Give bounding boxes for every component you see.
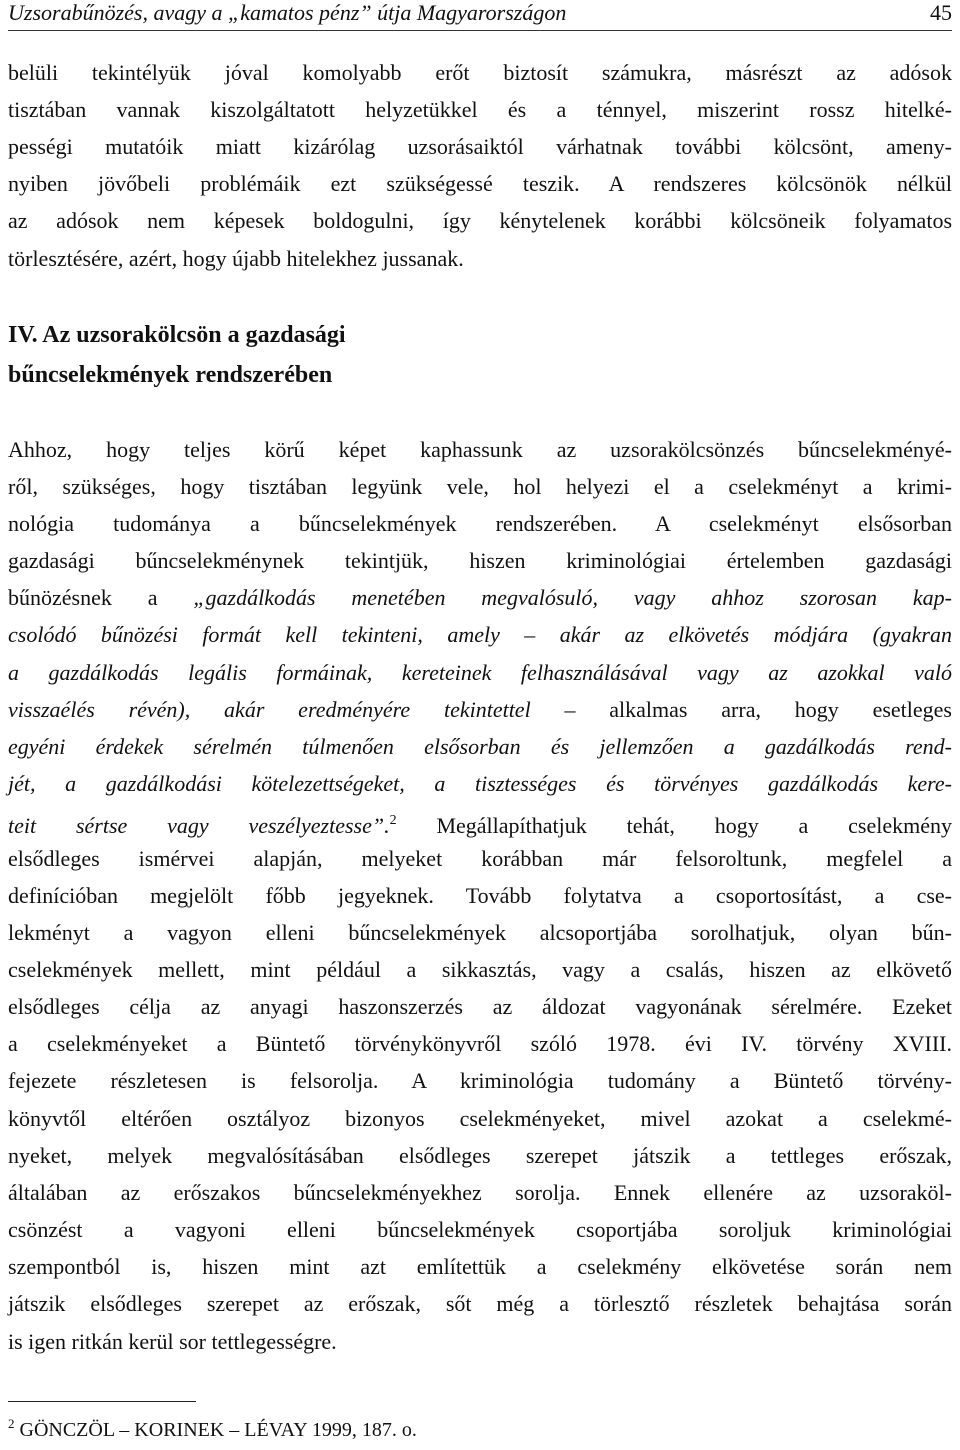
paragraph-2-line: könyvtől eltérően osztályoz bizonyos cselekményeket, mivel azokat a cselekmé- [8, 1106, 952, 1131]
paragraph-1-line: az adósok nem képesek boldogulni, így kénytelenek korábbi kölcsöneik folyamatos [8, 208, 952, 233]
paragraph-2-line-italic: jét, a gazdálkodási kötelezettségeket, a tisztességes és törvényes gazdálkodás kere- [8, 771, 952, 796]
running-title: Uzsorabűnözés, avagy a „kamatos pénz” útja Magyarországon [8, 0, 567, 25]
running-header [8, 0, 952, 31]
paragraph-2-line [8, 808, 952, 839]
quote-run: visszaélés révén), akár eredményére tekintettel [8, 697, 531, 722]
paragraph-2-line: fejezete részletesen is felsorolja. A kriminológia tudomány a Büntető törvény- [8, 1068, 952, 1093]
text-run: Megállapíthatjuk tehát, hogy a cselekmény [396, 813, 952, 838]
paragraph-2-line: Ahhoz, hogy teljes körű képet kaphassunk az uzsorakölcsönzés bűncselekményé- [8, 437, 952, 462]
footnote [8, 1412, 417, 1442]
paragraph-2-line: a cselekményeket a Büntető törvénykönyvről szóló 1978. évi IV. törvény XVIII. [8, 1031, 952, 1056]
section-heading-line-2: bűncselekmények rendszerében [8, 362, 333, 388]
section-heading-line-1: IV. Az uzsorakölcsön a gazdasági [8, 322, 346, 348]
text-run: bűnözésnek a [8, 585, 194, 610]
paragraph-2-line: gazdasági bűncselekménynek tekintjük, hiszen kriminológiai értelemben gazdasági [8, 548, 952, 573]
page-number: 45 [930, 0, 952, 25]
paragraph-2-line: csönzést a vagyoni elleni bűncselekmények csoportjába soroljuk kriminológiai [8, 1217, 952, 1242]
quote-run: „gazdálkodás menetében megvalósuló, vagy ahhoz szorosan kap- [193, 585, 952, 610]
paragraph-2-line: lekményt a vagyon elleni bűncselekmények alcsoportjába sorolhatjuk, olyan bűn- [8, 920, 952, 945]
footnote-reference[interactable]: 2 [389, 813, 397, 828]
paragraph-2-line: nyeket, melyek megvalósításában elsődleges szerepet játszik a tettleges erőszak, [8, 1143, 952, 1168]
paragraph-2-line: játszik elsődleges szerepet az erőszak, sőt még a törlesztő részletek behajtása során [8, 1291, 952, 1316]
footnote-mark: 2 [8, 1416, 15, 1431]
paragraph-2-line-italic: a gazdálkodás legális formáinak, kereteinek felhasználásával vagy az azokkal való [8, 660, 952, 685]
paragraph-2-line-italic: csolódó bűnözési formát kell tekinteni, amely – akár az elkövetés módjára (gyakran [8, 622, 952, 647]
paragraph-2-line: általában az erőszakos bűncselekményekhez sorolja. Ennek ellenére az uzsoraköl- [8, 1180, 952, 1205]
paragraph-2-line: cselekmények mellett, mint például a sikkasztás, vagy a csalás, hiszen az elkövető [8, 957, 952, 982]
text-run: – alkalmas arra, hogy esetleges [530, 697, 952, 722]
paragraph-1-line: nyiben jövőbeli problémáik ezt szükségessé teszik. A rendszeres kölcsönök nélkül [8, 171, 952, 196]
paragraph-1-line: tisztában vannak kiszolgáltatott helyzetükkel és a ténnyel, miszerint rossz hitelké- [8, 97, 952, 122]
paragraph-2-line: definícióban megjelölt főbb jegyeknek. Tovább folytatva a csoportosítást, a cse- [8, 883, 952, 908]
quote-run: teit sértse vagy veszélyeztesse”. [8, 813, 390, 838]
footnote-divider [8, 1401, 196, 1402]
paragraph-2-line: elsődleges ismérvei alapján, melyeket korábban már felsoroltunk, megfelel a [8, 846, 952, 871]
footnote-text: GÖNCZÖL – KORINEK – LÉVAY 1999, 187. o. [14, 1419, 417, 1441]
paragraph-2-line: nológia tudománya a bűncselekmények rendszerében. A cselekményt elsősorban [8, 511, 952, 536]
paragraph-1-line: pességi mutatóik miatt kizárólag uzsorásaiktól várhatnak további kölcsönt, ameny- [8, 134, 952, 159]
paragraph-2-line: ről, szükséges, hogy tisztában legyünk vele, hol helyezi el a cselekményt a krimi- [8, 474, 952, 499]
paragraph-2-line-italic: egyéni érdekek sérelmén túlmenően elsősorban és jellemzően a gazdálkodás rend- [8, 734, 952, 759]
paragraph-1-line: törlesztésére, azért, hogy újabb hitelekhez jussanak. [8, 246, 464, 271]
paragraph-1-line: belüli tekintélyük jóval komolyabb erőt biztosít számukra, másrészt az adósok [8, 60, 952, 85]
paragraph-2-line: elsődleges célja az anyagi haszonszerzés az áldozat vagyonának sérelmére. Ezeket [8, 994, 952, 1019]
paragraph-2-line: szempontból is, hiszen mint azt említettük a cselekmény elkövetése során nem [8, 1254, 952, 1279]
paragraph-2-line [8, 585, 952, 611]
paragraph-2-line [8, 697, 952, 723]
paragraph-2-line: is igen ritkán kerül sor tettlegességre. [8, 1329, 337, 1354]
